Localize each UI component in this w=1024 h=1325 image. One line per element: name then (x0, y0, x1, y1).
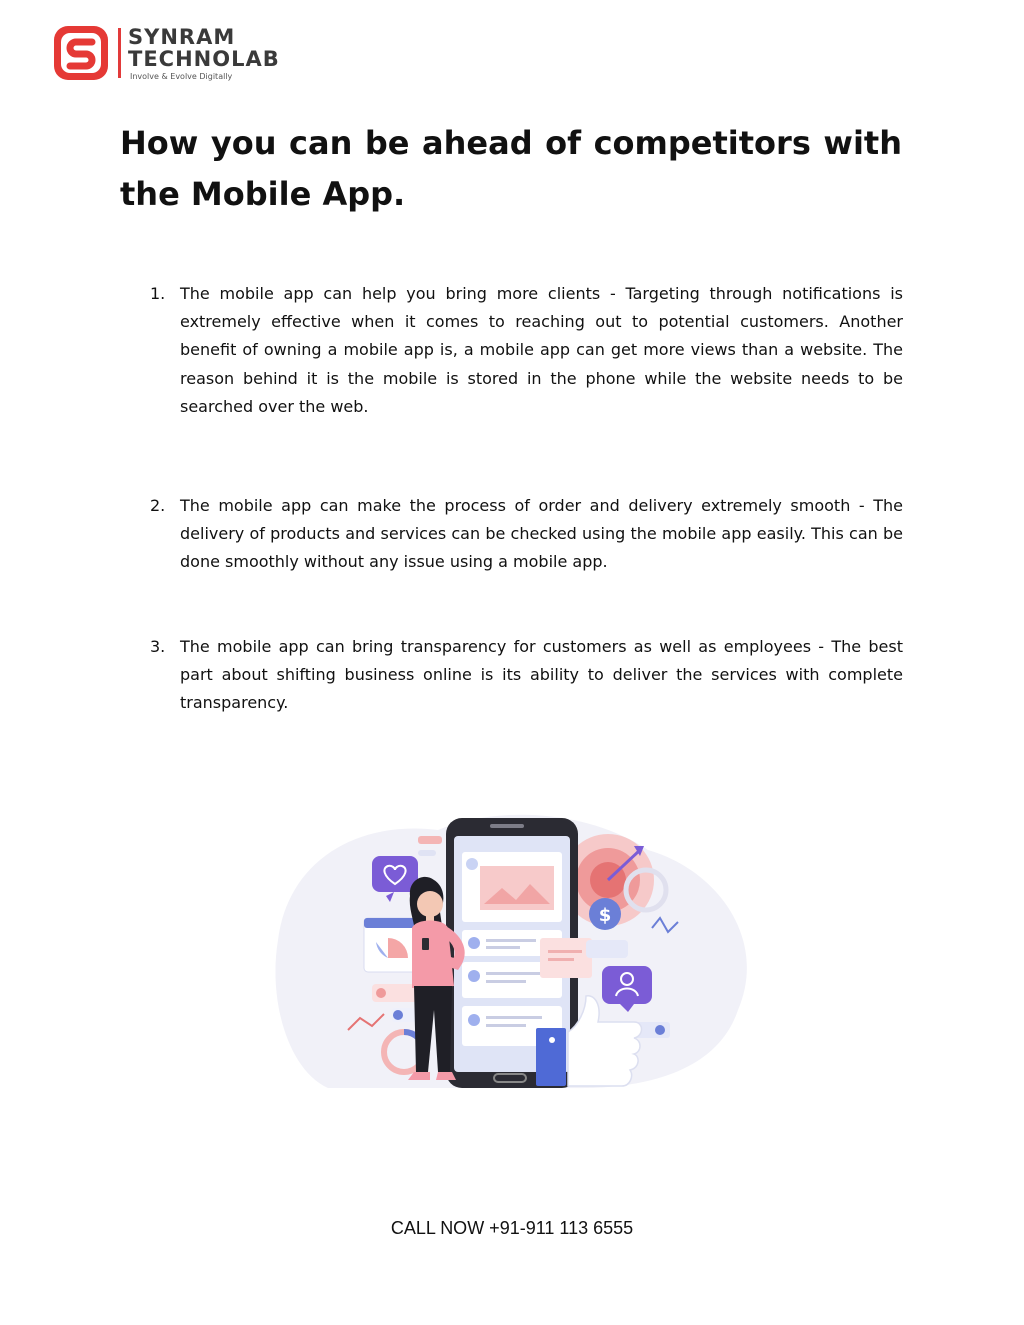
svg-text:$: $ (598, 905, 612, 926)
benefits-list (150, 280, 903, 718)
list-item (150, 492, 903, 633)
list-item-text: The mobile app can make the process of order and delivery extremely smooth - The delivery of products and services can be checked using the mobile app easily. This can be done smoothly without any issue using a mobile app. (180, 496, 903, 572)
list-item-number: 2. (150, 496, 166, 515)
list-item-number: 1. (150, 284, 166, 303)
logo-name-line1: SYNRAM (128, 25, 236, 49)
logo-name-line2: TECHNOLAB (128, 47, 280, 71)
list-item (150, 280, 903, 492)
company-logo (52, 24, 280, 86)
call-now-text: CALL NOW +91-911 113 6555 (390, 1218, 634, 1238)
page-title: How you can be ahead of competitors with the Mobile App. (120, 124, 902, 213)
list-item-text: The mobile app can bring transparency for customers as well as employees - The best part about shifting business online is its ability to deliver the services with complete transparency. (180, 637, 903, 713)
list-item (150, 633, 903, 718)
logo-tagline: Involve & Evolve Digitally (130, 72, 233, 81)
s-logo-icon (52, 24, 110, 82)
list-item-number: 3. (150, 637, 166, 656)
dollar-icon (589, 898, 621, 930)
mobile-app-illustration-icon (268, 800, 758, 1090)
list-item-text: The mobile app can help you bring more clients - Targeting through notifications is extremely effective when it comes to reaching out to potential customers. Another benefit of owning a mobile app is, a mobile app can get more views than a website. The reason behind it is the mobile is stored in the phone while the website needs to be searched over the web. (180, 284, 903, 416)
logo-divider (118, 28, 121, 78)
